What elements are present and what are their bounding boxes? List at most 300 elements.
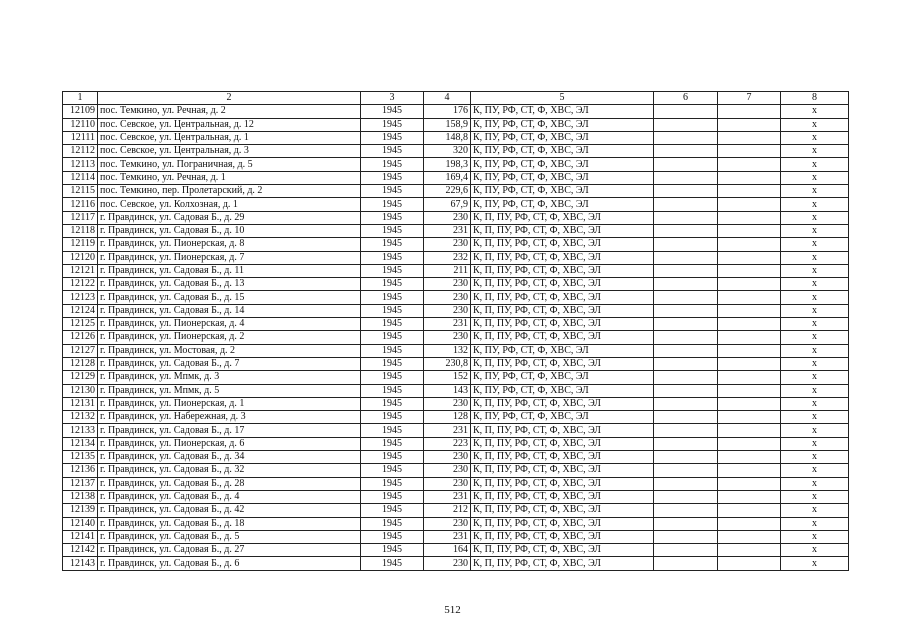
cell-row-number: 12134 [63,437,98,450]
cell-col-6 [654,490,718,503]
cell-mark: х [781,185,849,198]
cell-row-number: 12141 [63,530,98,543]
cell-mark: х [781,451,849,464]
cell-col-7 [718,198,781,211]
table-row [63,224,849,237]
cell-utilities: К, П, ПУ, РФ, СТ, Ф, ХВС, ЭЛ [471,224,654,237]
cell-col-7 [718,278,781,291]
cell-mark: х [781,318,849,331]
cell-area: 128 [424,411,471,424]
cell-area: 230 [424,464,471,477]
cell-col-6 [654,278,718,291]
cell-col-6 [654,451,718,464]
table-row [63,411,849,424]
cell-col-6 [654,411,718,424]
cell-year: 1945 [361,318,424,331]
header-cell-3: 3 [361,92,424,105]
cell-col-7 [718,211,781,224]
cell-row-number: 12142 [63,544,98,557]
cell-row-number: 12137 [63,477,98,490]
cell-row-number: 12127 [63,344,98,357]
cell-year: 1945 [361,185,424,198]
cell-area: 164 [424,544,471,557]
cell-area: 231 [424,224,471,237]
table-row [63,384,849,397]
cell-col-6 [654,211,718,224]
table-row [63,171,849,184]
cell-utilities: К, ПУ, РФ, СТ, Ф, ХВС, ЭЛ [471,171,654,184]
cell-col-7 [718,424,781,437]
cell-utilities: К, П, ПУ, РФ, СТ, Ф, ХВС, ЭЛ [471,557,654,570]
cell-utilities: К, П, ПУ, РФ, СТ, Ф, ХВС, ЭЛ [471,304,654,317]
cell-col-7 [718,504,781,517]
cell-mark: х [781,198,849,211]
cell-utilities: К, П, ПУ, РФ, СТ, Ф, ХВС, ЭЛ [471,451,654,464]
cell-row-number: 12138 [63,490,98,503]
table-row [63,331,849,344]
cell-col-6 [654,291,718,304]
cell-address: пос. Темкино, ул. Пограничная, д. 5 [98,158,361,171]
cell-year: 1945 [361,490,424,503]
table-row [63,397,849,410]
table-row [63,238,849,251]
cell-area: 232 [424,251,471,264]
header-cell-5: 5 [471,92,654,105]
cell-address: г. Правдинск, ул. Садовая Б., д. 14 [98,304,361,317]
cell-row-number: 12133 [63,424,98,437]
cell-area: 67,9 [424,198,471,211]
register-table [62,91,849,571]
cell-mark: х [781,331,849,344]
cell-col-7 [718,557,781,570]
cell-address: г. Правдинск, ул. Набережная, д. 3 [98,411,361,424]
cell-utilities: К, П, ПУ, РФ, СТ, Ф, ХВС, ЭЛ [471,490,654,503]
table-row [63,185,849,198]
cell-year: 1945 [361,118,424,131]
cell-year: 1945 [361,517,424,530]
cell-mark: х [781,158,849,171]
table-body [63,92,849,571]
cell-col-6 [654,397,718,410]
cell-utilities: К, П, ПУ, РФ, СТ, Ф, ХВС, ЭЛ [471,211,654,224]
cell-col-6 [654,331,718,344]
cell-col-7 [718,384,781,397]
cell-utilities: К, ПУ, РФ, СТ, Ф, ХВС, ЭЛ [471,131,654,144]
cell-utilities: К, ПУ, РФ, СТ, Ф, ХВС, ЭЛ [471,371,654,384]
cell-mark: х [781,264,849,277]
cell-col-7 [718,464,781,477]
cell-col-7 [718,357,781,370]
cell-col-7 [718,411,781,424]
cell-mark: х [781,171,849,184]
cell-year: 1945 [361,291,424,304]
cell-mark: х [781,251,849,264]
cell-col-7 [718,490,781,503]
cell-address: г. Правдинск, ул. Мпмк, д. 3 [98,371,361,384]
cell-col-6 [654,251,718,264]
cell-area: 230 [424,304,471,317]
cell-address: г. Правдинск, ул. Садовая Б., д. 32 [98,464,361,477]
cell-mark: х [781,437,849,450]
cell-col-7 [718,171,781,184]
cell-row-number: 12118 [63,224,98,237]
cell-col-6 [654,530,718,543]
cell-col-6 [654,238,718,251]
table-row [63,158,849,171]
cell-area: 230 [424,238,471,251]
cell-mark: х [781,411,849,424]
cell-year: 1945 [361,504,424,517]
cell-year: 1945 [361,530,424,543]
cell-utilities: К, П, ПУ, РФ, СТ, Ф, ХВС, ЭЛ [471,517,654,530]
cell-address: пос. Севское, ул. Центральная, д. 12 [98,118,361,131]
cell-row-number: 12119 [63,238,98,251]
cell-row-number: 12131 [63,397,98,410]
cell-row-number: 12139 [63,504,98,517]
cell-col-6 [654,477,718,490]
cell-address: г. Правдинск, ул. Пионерская, д. 2 [98,331,361,344]
cell-col-6 [654,371,718,384]
cell-year: 1945 [361,371,424,384]
cell-area: 152 [424,371,471,384]
cell-row-number: 12111 [63,131,98,144]
cell-col-7 [718,371,781,384]
header-cell-4: 4 [424,92,471,105]
cell-address: г. Правдинск, ул. Садовая Б., д. 17 [98,424,361,437]
cell-col-7 [718,477,781,490]
header-row [63,92,849,105]
cell-address: г. Правдинск, ул. Садовая Б., д. 4 [98,490,361,503]
cell-year: 1945 [361,544,424,557]
cell-col-6 [654,424,718,437]
cell-address: г. Правдинск, ул. Садовая Б., д. 18 [98,517,361,530]
cell-mark: х [781,490,849,503]
cell-col-7 [718,238,781,251]
cell-year: 1945 [361,344,424,357]
cell-address: г. Правдинск, ул. Пионерская, д. 1 [98,397,361,410]
cell-utilities: К, П, ПУ, РФ, СТ, Ф, ХВС, ЭЛ [471,397,654,410]
cell-col-6 [654,304,718,317]
cell-col-6 [654,105,718,118]
table-row [63,118,849,131]
cell-mark: х [781,344,849,357]
cell-address: г. Правдинск, ул. Пионерская, д. 8 [98,238,361,251]
cell-col-7 [718,304,781,317]
cell-area: 231 [424,490,471,503]
cell-utilities: К, ПУ, РФ, СТ, Ф, ХВС, ЭЛ [471,198,654,211]
cell-col-6 [654,131,718,144]
cell-row-number: 12122 [63,278,98,291]
cell-col-7 [718,291,781,304]
cell-mark: х [781,105,849,118]
cell-row-number: 12123 [63,291,98,304]
cell-col-6 [654,557,718,570]
cell-area: 231 [424,424,471,437]
cell-mark: х [781,304,849,317]
cell-address: г. Правдинск, ул. Мостовая, д. 2 [98,344,361,357]
cell-year: 1945 [361,357,424,370]
cell-utilities: К, П, ПУ, РФ, СТ, Ф, ХВС, ЭЛ [471,318,654,331]
cell-row-number: 12121 [63,264,98,277]
cell-utilities: К, П, ПУ, РФ, СТ, Ф, ХВС, ЭЛ [471,251,654,264]
cell-col-6 [654,504,718,517]
cell-col-6 [654,544,718,557]
table-row [63,278,849,291]
cell-year: 1945 [361,397,424,410]
cell-utilities: К, ПУ, РФ, СТ, Ф, ХВС, ЭЛ [471,185,654,198]
cell-year: 1945 [361,384,424,397]
cell-year: 1945 [361,557,424,570]
cell-utilities: К, ПУ, РФ, СТ, Ф, ХВС, ЭЛ [471,344,654,357]
cell-area: 230 [424,517,471,530]
cell-col-7 [718,131,781,144]
cell-area: 230 [424,451,471,464]
cell-mark: х [781,517,849,530]
cell-mark: х [781,384,849,397]
cell-year: 1945 [361,278,424,291]
cell-col-6 [654,344,718,357]
cell-row-number: 12128 [63,357,98,370]
cell-utilities: К, П, ПУ, РФ, СТ, Ф, ХВС, ЭЛ [471,357,654,370]
cell-area: 229,6 [424,185,471,198]
cell-area: 230 [424,291,471,304]
table-row [63,490,849,503]
cell-utilities: К, П, ПУ, РФ, СТ, Ф, ХВС, ЭЛ [471,437,654,450]
cell-area: 148,8 [424,131,471,144]
cell-address: г. Правдинск, ул. Садовая Б., д. 27 [98,544,361,557]
cell-area: 230 [424,278,471,291]
cell-year: 1945 [361,331,424,344]
cell-row-number: 12120 [63,251,98,264]
cell-row-number: 12140 [63,517,98,530]
cell-area: 169,4 [424,171,471,184]
cell-address: г. Правдинск, ул. Пионерская, д. 6 [98,437,361,450]
cell-utilities: К, П, ПУ, РФ, СТ, Ф, ХВС, ЭЛ [471,238,654,251]
cell-mark: х [781,544,849,557]
cell-utilities: К, П, ПУ, РФ, СТ, Ф, ХВС, ЭЛ [471,530,654,543]
cell-year: 1945 [361,477,424,490]
cell-address: г. Правдинск, ул. Садовая Б., д. 13 [98,278,361,291]
cell-area: 230 [424,331,471,344]
cell-row-number: 12124 [63,304,98,317]
header-cell-8: 8 [781,92,849,105]
cell-year: 1945 [361,158,424,171]
cell-year: 1945 [361,131,424,144]
cell-row-number: 12132 [63,411,98,424]
cell-col-7 [718,437,781,450]
cell-mark: х [781,557,849,570]
cell-col-6 [654,384,718,397]
cell-row-number: 12125 [63,318,98,331]
cell-row-number: 12110 [63,118,98,131]
cell-col-6 [654,145,718,158]
cell-col-7 [718,224,781,237]
table-row [63,131,849,144]
table-row [63,437,849,450]
cell-col-6 [654,185,718,198]
cell-address: г. Правдинск, ул. Садовая Б., д. 15 [98,291,361,304]
table-row [63,357,849,370]
cell-row-number: 12112 [63,145,98,158]
cell-col-7 [718,517,781,530]
cell-year: 1945 [361,411,424,424]
cell-address: г. Правдинск, ул. Пионерская, д. 7 [98,251,361,264]
cell-year: 1945 [361,304,424,317]
cell-utilities: К, ПУ, РФ, СТ, Ф, ХВС, ЭЛ [471,145,654,158]
cell-row-number: 12136 [63,464,98,477]
cell-row-number: 12135 [63,451,98,464]
table-row [63,264,849,277]
cell-area: 176 [424,105,471,118]
cell-utilities: К, П, ПУ, РФ, СТ, Ф, ХВС, ЭЛ [471,544,654,557]
cell-utilities: К, П, ПУ, РФ, СТ, Ф, ХВС, ЭЛ [471,504,654,517]
cell-address: пос. Темкино, пер. Пролетарский, д. 2 [98,185,361,198]
header-cell-1: 1 [63,92,98,105]
cell-mark: х [781,145,849,158]
cell-address: г. Правдинск, ул. Садовая Б., д. 28 [98,477,361,490]
cell-address: пос. Севское, ул. Колхозная, д. 1 [98,198,361,211]
cell-row-number: 12114 [63,171,98,184]
cell-mark: х [781,371,849,384]
cell-mark: х [781,118,849,131]
table-row [63,291,849,304]
table-row [63,464,849,477]
cell-area: 198,3 [424,158,471,171]
cell-year: 1945 [361,437,424,450]
cell-address: г. Правдинск, ул. Садовая Б., д. 42 [98,504,361,517]
cell-utilities: К, ПУ, РФ, СТ, Ф, ХВС, ЭЛ [471,118,654,131]
cell-year: 1945 [361,264,424,277]
cell-area: 158,9 [424,118,471,131]
cell-mark: х [781,238,849,251]
cell-col-7 [718,451,781,464]
table-row [63,451,849,464]
cell-address: г. Правдинск, ул. Садовая Б., д. 6 [98,557,361,570]
cell-area: 211 [424,264,471,277]
cell-col-6 [654,171,718,184]
cell-year: 1945 [361,211,424,224]
cell-year: 1945 [361,238,424,251]
cell-col-6 [654,118,718,131]
table-row [63,517,849,530]
table-row [63,105,849,118]
cell-col-6 [654,437,718,450]
cell-col-7 [718,318,781,331]
cell-col-7 [718,105,781,118]
cell-col-6 [654,224,718,237]
cell-col-7 [718,344,781,357]
cell-year: 1945 [361,424,424,437]
cell-area: 231 [424,530,471,543]
cell-col-6 [654,464,718,477]
cell-area: 230 [424,557,471,570]
cell-address: г. Правдинск, ул. Садовая Б., д. 7 [98,357,361,370]
cell-row-number: 12109 [63,105,98,118]
cell-row-number: 12129 [63,371,98,384]
table-row [63,344,849,357]
cell-utilities: К, П, ПУ, РФ, СТ, Ф, ХВС, ЭЛ [471,278,654,291]
cell-mark: х [781,224,849,237]
cell-mark: х [781,464,849,477]
cell-year: 1945 [361,145,424,158]
cell-col-7 [718,331,781,344]
table-row [63,530,849,543]
cell-col-7 [718,264,781,277]
table-row [63,424,849,437]
cell-utilities: К, П, ПУ, РФ, СТ, Ф, ХВС, ЭЛ [471,464,654,477]
cell-mark: х [781,357,849,370]
cell-year: 1945 [361,224,424,237]
cell-col-7 [718,251,781,264]
cell-area: 212 [424,504,471,517]
cell-address: пос. Темкино, ул. Речная, д. 2 [98,105,361,118]
cell-mark: х [781,504,849,517]
cell-col-6 [654,318,718,331]
cell-year: 1945 [361,464,424,477]
cell-row-number: 12130 [63,384,98,397]
table-row [63,304,849,317]
cell-address: г. Правдинск, ул. Садовая Б., д. 29 [98,211,361,224]
cell-area: 230 [424,477,471,490]
cell-mark: х [781,397,849,410]
cell-mark: х [781,424,849,437]
cell-utilities: К, ПУ, РФ, СТ, Ф, ХВС, ЭЛ [471,384,654,397]
cell-mark: х [781,477,849,490]
cell-utilities: К, П, ПУ, РФ, СТ, Ф, ХВС, ЭЛ [471,477,654,490]
cell-col-7 [718,544,781,557]
cell-col-7 [718,145,781,158]
cell-col-7 [718,397,781,410]
cell-col-7 [718,158,781,171]
cell-row-number: 12113 [63,158,98,171]
cell-col-7 [718,530,781,543]
table-row [63,318,849,331]
cell-area: 132 [424,344,471,357]
cell-utilities: К, П, ПУ, РФ, СТ, Ф, ХВС, ЭЛ [471,264,654,277]
cell-address: пос. Севское, ул. Центральная, д. 3 [98,145,361,158]
cell-address: г. Правдинск, ул. Садовая Б., д. 10 [98,224,361,237]
cell-utilities: К, ПУ, РФ, СТ, Ф, ХВС, ЭЛ [471,158,654,171]
cell-row-number: 12143 [63,557,98,570]
cell-row-number: 12126 [63,331,98,344]
cell-col-6 [654,517,718,530]
table-row [63,557,849,570]
cell-col-7 [718,185,781,198]
cell-area: 223 [424,437,471,450]
cell-utilities: К, П, ПУ, РФ, СТ, Ф, ХВС, ЭЛ [471,424,654,437]
cell-year: 1945 [361,251,424,264]
cell-col-6 [654,158,718,171]
cell-utilities: К, П, ПУ, РФ, СТ, Ф, ХВС, ЭЛ [471,331,654,344]
cell-mark: х [781,530,849,543]
cell-col-6 [654,198,718,211]
cell-area: 230 [424,397,471,410]
cell-area: 231 [424,318,471,331]
table-row [63,371,849,384]
cell-utilities: К, П, ПУ, РФ, СТ, Ф, ХВС, ЭЛ [471,291,654,304]
cell-year: 1945 [361,451,424,464]
cell-mark: х [781,291,849,304]
table-row [63,198,849,211]
table-row [63,544,849,557]
cell-address: г. Правдинск, ул. Садовая Б., д. 11 [98,264,361,277]
header-cell-2: 2 [98,92,361,105]
cell-address: г. Правдинск, ул. Садовая Б., д. 34 [98,451,361,464]
header-cell-7: 7 [718,92,781,105]
cell-row-number: 12115 [63,185,98,198]
cell-address: г. Правдинск, ул. Садовая Б., д. 5 [98,530,361,543]
cell-address: г. Правдинск, ул. Пионерская, д. 4 [98,318,361,331]
